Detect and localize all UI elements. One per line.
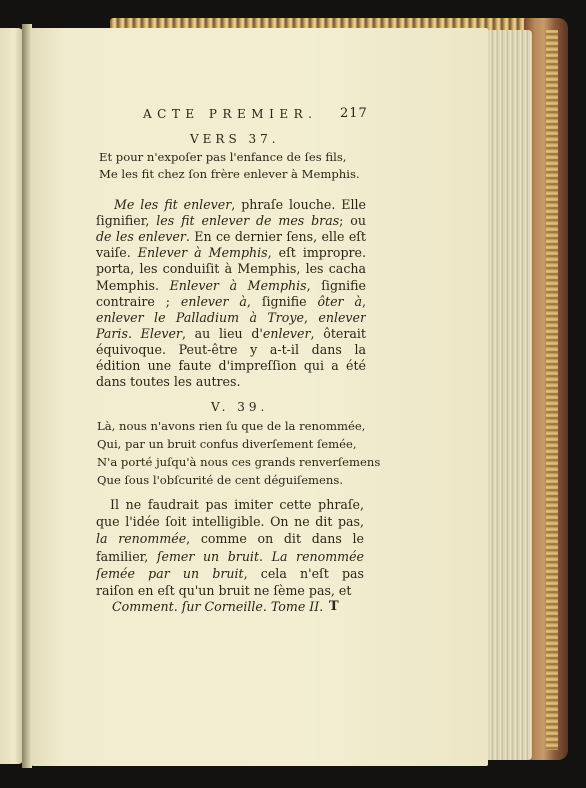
roman-span: . En ce dernier ſens, elle eſt: [185, 229, 366, 245]
roman-span: dans toutes les autres.: [96, 374, 241, 390]
text-line: [96, 583, 364, 600]
roman-span: , phraſe louche. Elle: [231, 197, 366, 212]
roman-span: Il ne faudrait pas imiter cette phraſe,: [110, 497, 364, 512]
text-line: [96, 342, 366, 358]
text-line: [96, 278, 366, 294]
verse-line: N'a porté juſqu'à nous ces grands renverſemens: [97, 455, 381, 469]
roman-span: que l'idée ſoit intelligible. On ne dit pas,: [96, 514, 364, 530]
roman-span: , ôterait: [310, 325, 366, 341]
verse-line: Là, nous n'avons rien ſu que de la renommée,: [97, 419, 366, 433]
roman-span: ,: [303, 309, 319, 325]
roman-span: édition une faute d'impreſſion qui a été: [96, 358, 366, 373]
italic-span: ôter à: [317, 293, 362, 309]
italic-span: La renommée: [271, 548, 364, 564]
roman-span: , ſignifie: [246, 293, 318, 309]
section-heading-vers-37: VERS 37.: [190, 132, 280, 146]
italic-span: enlever: [318, 309, 366, 325]
roman-span: familier,: [96, 548, 157, 564]
italic-span: Paris: [96, 325, 128, 341]
text-line: [96, 229, 366, 245]
italic-span: ſemer un bruit: [156, 548, 260, 564]
roman-span: porta, les conduiſit à Memphis, les cacha: [96, 261, 366, 277]
text-line: [96, 294, 366, 310]
roman-span: , au lieu d': [181, 325, 263, 341]
roman-span: ſignifier,: [96, 213, 157, 229]
text-line: [96, 358, 366, 374]
text-line: [96, 310, 366, 326]
italic-span: enlever: [262, 325, 311, 341]
italic-span: Elever: [140, 325, 182, 341]
signature-line: Comment. ſur Corneille. Tome II.: [112, 599, 324, 614]
signature-mark: T: [329, 599, 339, 614]
roman-span: vaiſe.: [96, 245, 138, 261]
text-line: [96, 261, 366, 277]
italic-span: de les enlever: [96, 229, 186, 245]
text-line: [96, 531, 364, 548]
roman-span: , cela n'eſt pas: [243, 565, 364, 581]
roman-span: contraire ;: [96, 293, 181, 309]
running-head-title: ACTE PREMIER.: [143, 107, 318, 121]
text-line: [96, 374, 366, 390]
text-line: [96, 245, 366, 261]
roman-span: .: [259, 548, 272, 564]
text-line: [110, 497, 364, 514]
verse-line: Me les fit chez ſon frère enlever à Memphis.: [99, 167, 360, 181]
verse-line: Et pour n'expoſer pas l'enfance de ſes fils,: [99, 150, 347, 164]
text-line: [96, 514, 364, 531]
verse-line: Que ſous l'obſcurité de cent déguiſemens.: [97, 473, 344, 487]
text-line: [96, 326, 366, 342]
page-number: 217: [340, 106, 368, 121]
roman-span: , comme on dit dans le: [186, 531, 364, 547]
verse-line: Qui, par un bruit confus diverſement ſemée,: [97, 437, 357, 451]
italic-span: Enlever à Memphis: [169, 277, 307, 293]
italic-span: enlever le Palladium à Troye: [96, 309, 304, 325]
roman-span: ; ou: [339, 213, 366, 229]
roman-span: , ſignifie: [306, 277, 366, 293]
roman-span: Memphis.: [96, 277, 170, 293]
text-line: [114, 197, 366, 213]
roman-span: ,: [361, 293, 366, 309]
italic-span: enlever à: [180, 293, 247, 309]
roman-span: .: [127, 325, 141, 341]
text-line: [96, 566, 364, 583]
roman-span: raiſon en eſt qu'un bruit ne ſème pas, et: [96, 583, 352, 598]
italic-span: les fit enlever de mes bras: [156, 213, 340, 229]
section-heading-v-39: V. 39.: [211, 400, 269, 414]
italic-span: ſemée par un bruit: [96, 565, 244, 581]
italic-span: Enlever à Memphis: [137, 245, 268, 261]
roman-span: équivoque. Peut-être y a-t-il dans la: [96, 341, 366, 357]
text-line: [96, 213, 366, 229]
text-line: [96, 549, 364, 566]
italic-span: la renommée: [96, 531, 187, 547]
italic-span: Me les fit enlever: [114, 197, 232, 212]
roman-span: , eſt impropre.: [267, 245, 366, 261]
